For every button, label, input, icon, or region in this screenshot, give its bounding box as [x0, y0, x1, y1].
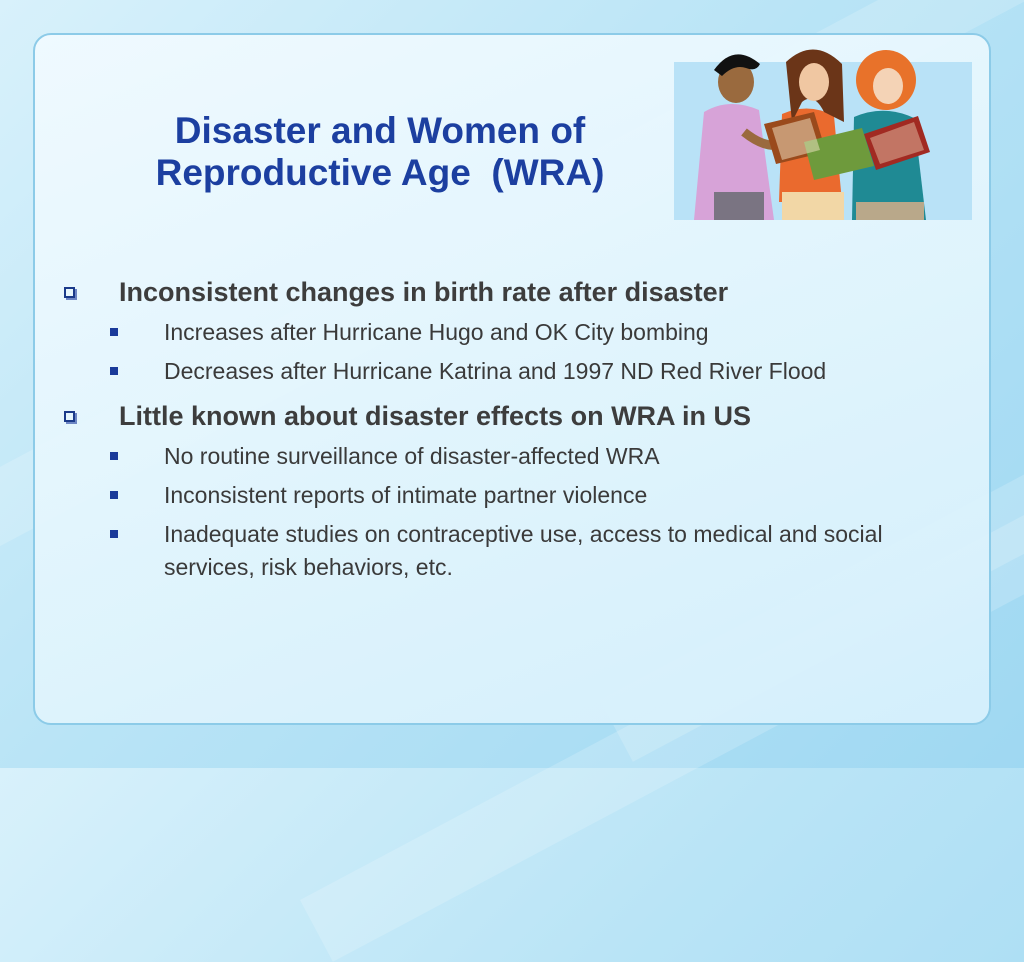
sub-bullet-text: Inconsistent reports of intimate partner violence	[164, 482, 648, 508]
square-bullet-icon	[110, 491, 118, 499]
sub-bullet-item	[60, 479, 954, 512]
square-bullet-icon	[110, 328, 118, 336]
women-reading-illustration	[674, 42, 984, 222]
slide-title	[100, 110, 660, 194]
square-bullet-icon	[110, 530, 118, 538]
bullet-text: Little known about disaster effects on WRA in US	[119, 401, 752, 431]
sub-bullet-text: No routine surveillance of disaster-affected WRA	[164, 443, 660, 469]
square-bullet-icon	[110, 452, 118, 460]
sub-bullet-item	[60, 316, 954, 349]
slide-title-line: Reproductive Age (WRA)	[155, 152, 605, 193]
bullet-text: Inconsistent changes in birth rate after disaster	[119, 277, 729, 307]
hollow-square-bullet-icon	[64, 287, 75, 298]
sub-bullet-text: Increases after Hurricane Hugo and OK City bombing	[164, 319, 709, 345]
sub-bullet-item	[60, 518, 954, 584]
square-bullet-icon	[110, 367, 118, 375]
sub-bullet-item	[60, 355, 954, 388]
sub-bullet-item	[60, 440, 954, 473]
bullet-item	[60, 398, 960, 434]
bullet-list	[60, 268, 960, 584]
sub-bullet-text: Decreases after Hurricane Katrina and 1997 ND Red River Flood	[164, 358, 827, 384]
hollow-square-bullet-icon	[64, 411, 75, 422]
bullet-item	[60, 274, 960, 310]
slide-title-line: Disaster and Women of	[174, 110, 586, 151]
sub-bullet-text: Inadequate studies on contraceptive use, access to medical and social services, risk behaviors, etc.	[164, 521, 883, 580]
